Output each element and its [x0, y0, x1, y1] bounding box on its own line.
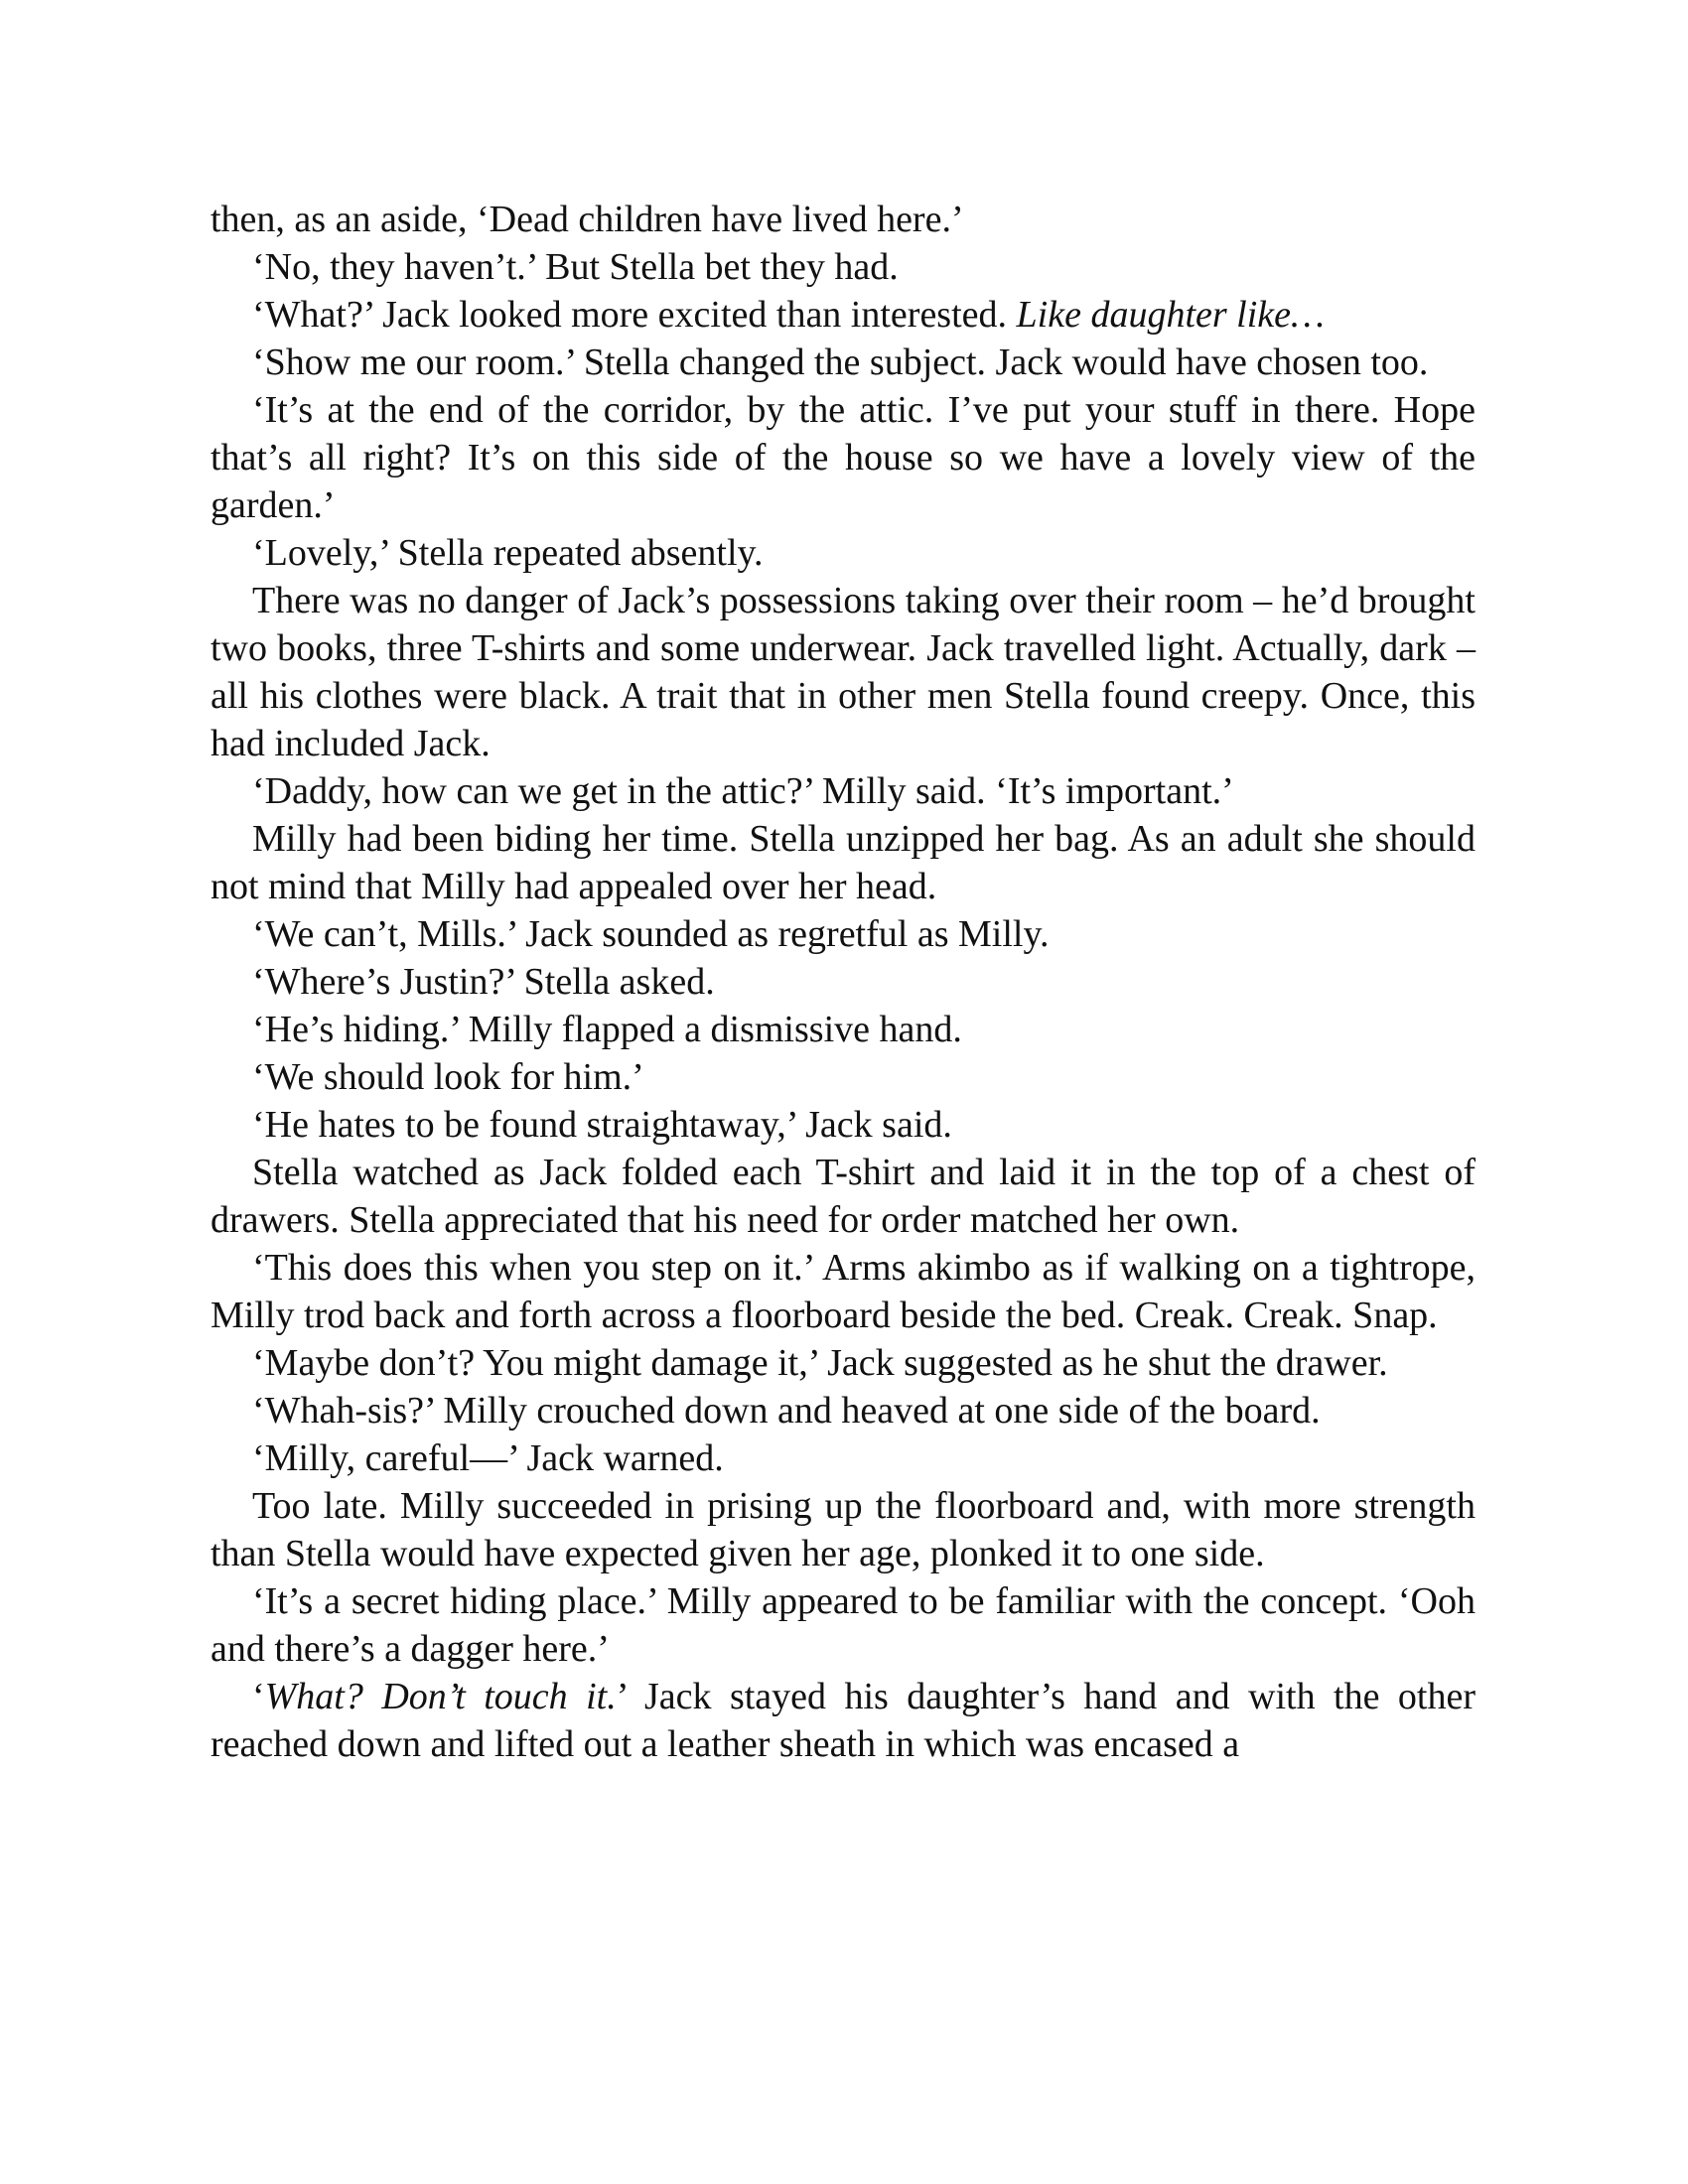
paragraph: ‘Whah-sis?’ Milly crouched down and heaved at one side of the board. — [252, 1390, 1321, 1432]
paragraph: Too late. Milly succeeded in prising up the floorboard and, with more strength than Stella would have expected given her age, plonked it to one side. — [211, 1485, 1476, 1574]
paragraph: ‘We should look for him.’ — [252, 1056, 644, 1098]
paragraph: ‘What?’ Jack looked more excited than interested. Like daughter like… — [252, 294, 1325, 336]
paragraph: ‘It’s a secret hiding place.’ Milly appeared to be familiar with the concept. ‘Ooh and there’s a dagger here.’ — [211, 1580, 1476, 1670]
book-page-body — [211, 196, 1476, 1768]
paragraph: ‘Maybe don’t? You might damage it,’ Jack suggested as he shut the drawer. — [252, 1342, 1388, 1384]
paragraph: ‘It’s at the end of the corridor, by the attic. I’ve put your stuff in there. Hope that’s all right? It’s on this side of the house so we have a lovely view of the garden.’ — [211, 389, 1476, 526]
paragraph: ‘No, they haven’t.’ But Stella bet they had. — [252, 246, 899, 288]
paragraph: ‘Lovely,’ Stella repeated absently. — [252, 532, 764, 574]
paragraph: ‘This does this when you step on it.’ Arms akimbo as if walking on a tightrope, Milly trod back and forth across a floorboard beside the bed. Creak. Creak. Snap. — [211, 1247, 1476, 1336]
paragraph: There was no danger of Jack’s possessions taking over their room – he’d brought two books, three T-shirts and some underwear. Jack travelled light. Actually, dark – all his clothes were black. A trait that in other men Stella found creepy. Once, this had included Jack. — [211, 580, 1476, 764]
paragraph: ‘Daddy, how can we get in the attic?’ Milly said. ‘It’s important.’ — [252, 770, 1234, 812]
paragraph: ‘Milly, careful—’ Jack warned. — [252, 1437, 724, 1479]
paragraph: Milly had been biding her time. Stella unzipped her bag. As an adult she should not mind that Milly had appealed over her head. — [211, 818, 1476, 907]
paragraph: ‘He’s hiding.’ Milly flapped a dismissive hand. — [252, 1009, 962, 1050]
paragraph: ‘Where’s Justin?’ Stella asked. — [252, 961, 715, 1003]
paragraph: ‘He hates to be found straightaway,’ Jack said. — [252, 1104, 952, 1146]
paragraph: ‘What? Don’t touch it.’ Jack stayed his daughter’s hand and with the other reached down and lifted out a leather sheath in which was encased a — [211, 1676, 1476, 1765]
paragraph: ‘We can’t, Mills.’ Jack sounded as regretful as Milly. — [252, 913, 1050, 955]
paragraph: Stella watched as Jack folded each T-shirt and laid it in the top of a chest of drawers. Stella appreciated that his need for order matched her own. — [211, 1152, 1476, 1241]
paragraph: ‘Show me our room.’ Stella changed the subject. Jack would have chosen too. — [252, 341, 1429, 383]
paragraph-continuation: then, as an aside, ‘Dead children have lived here.’ — [211, 199, 964, 240]
